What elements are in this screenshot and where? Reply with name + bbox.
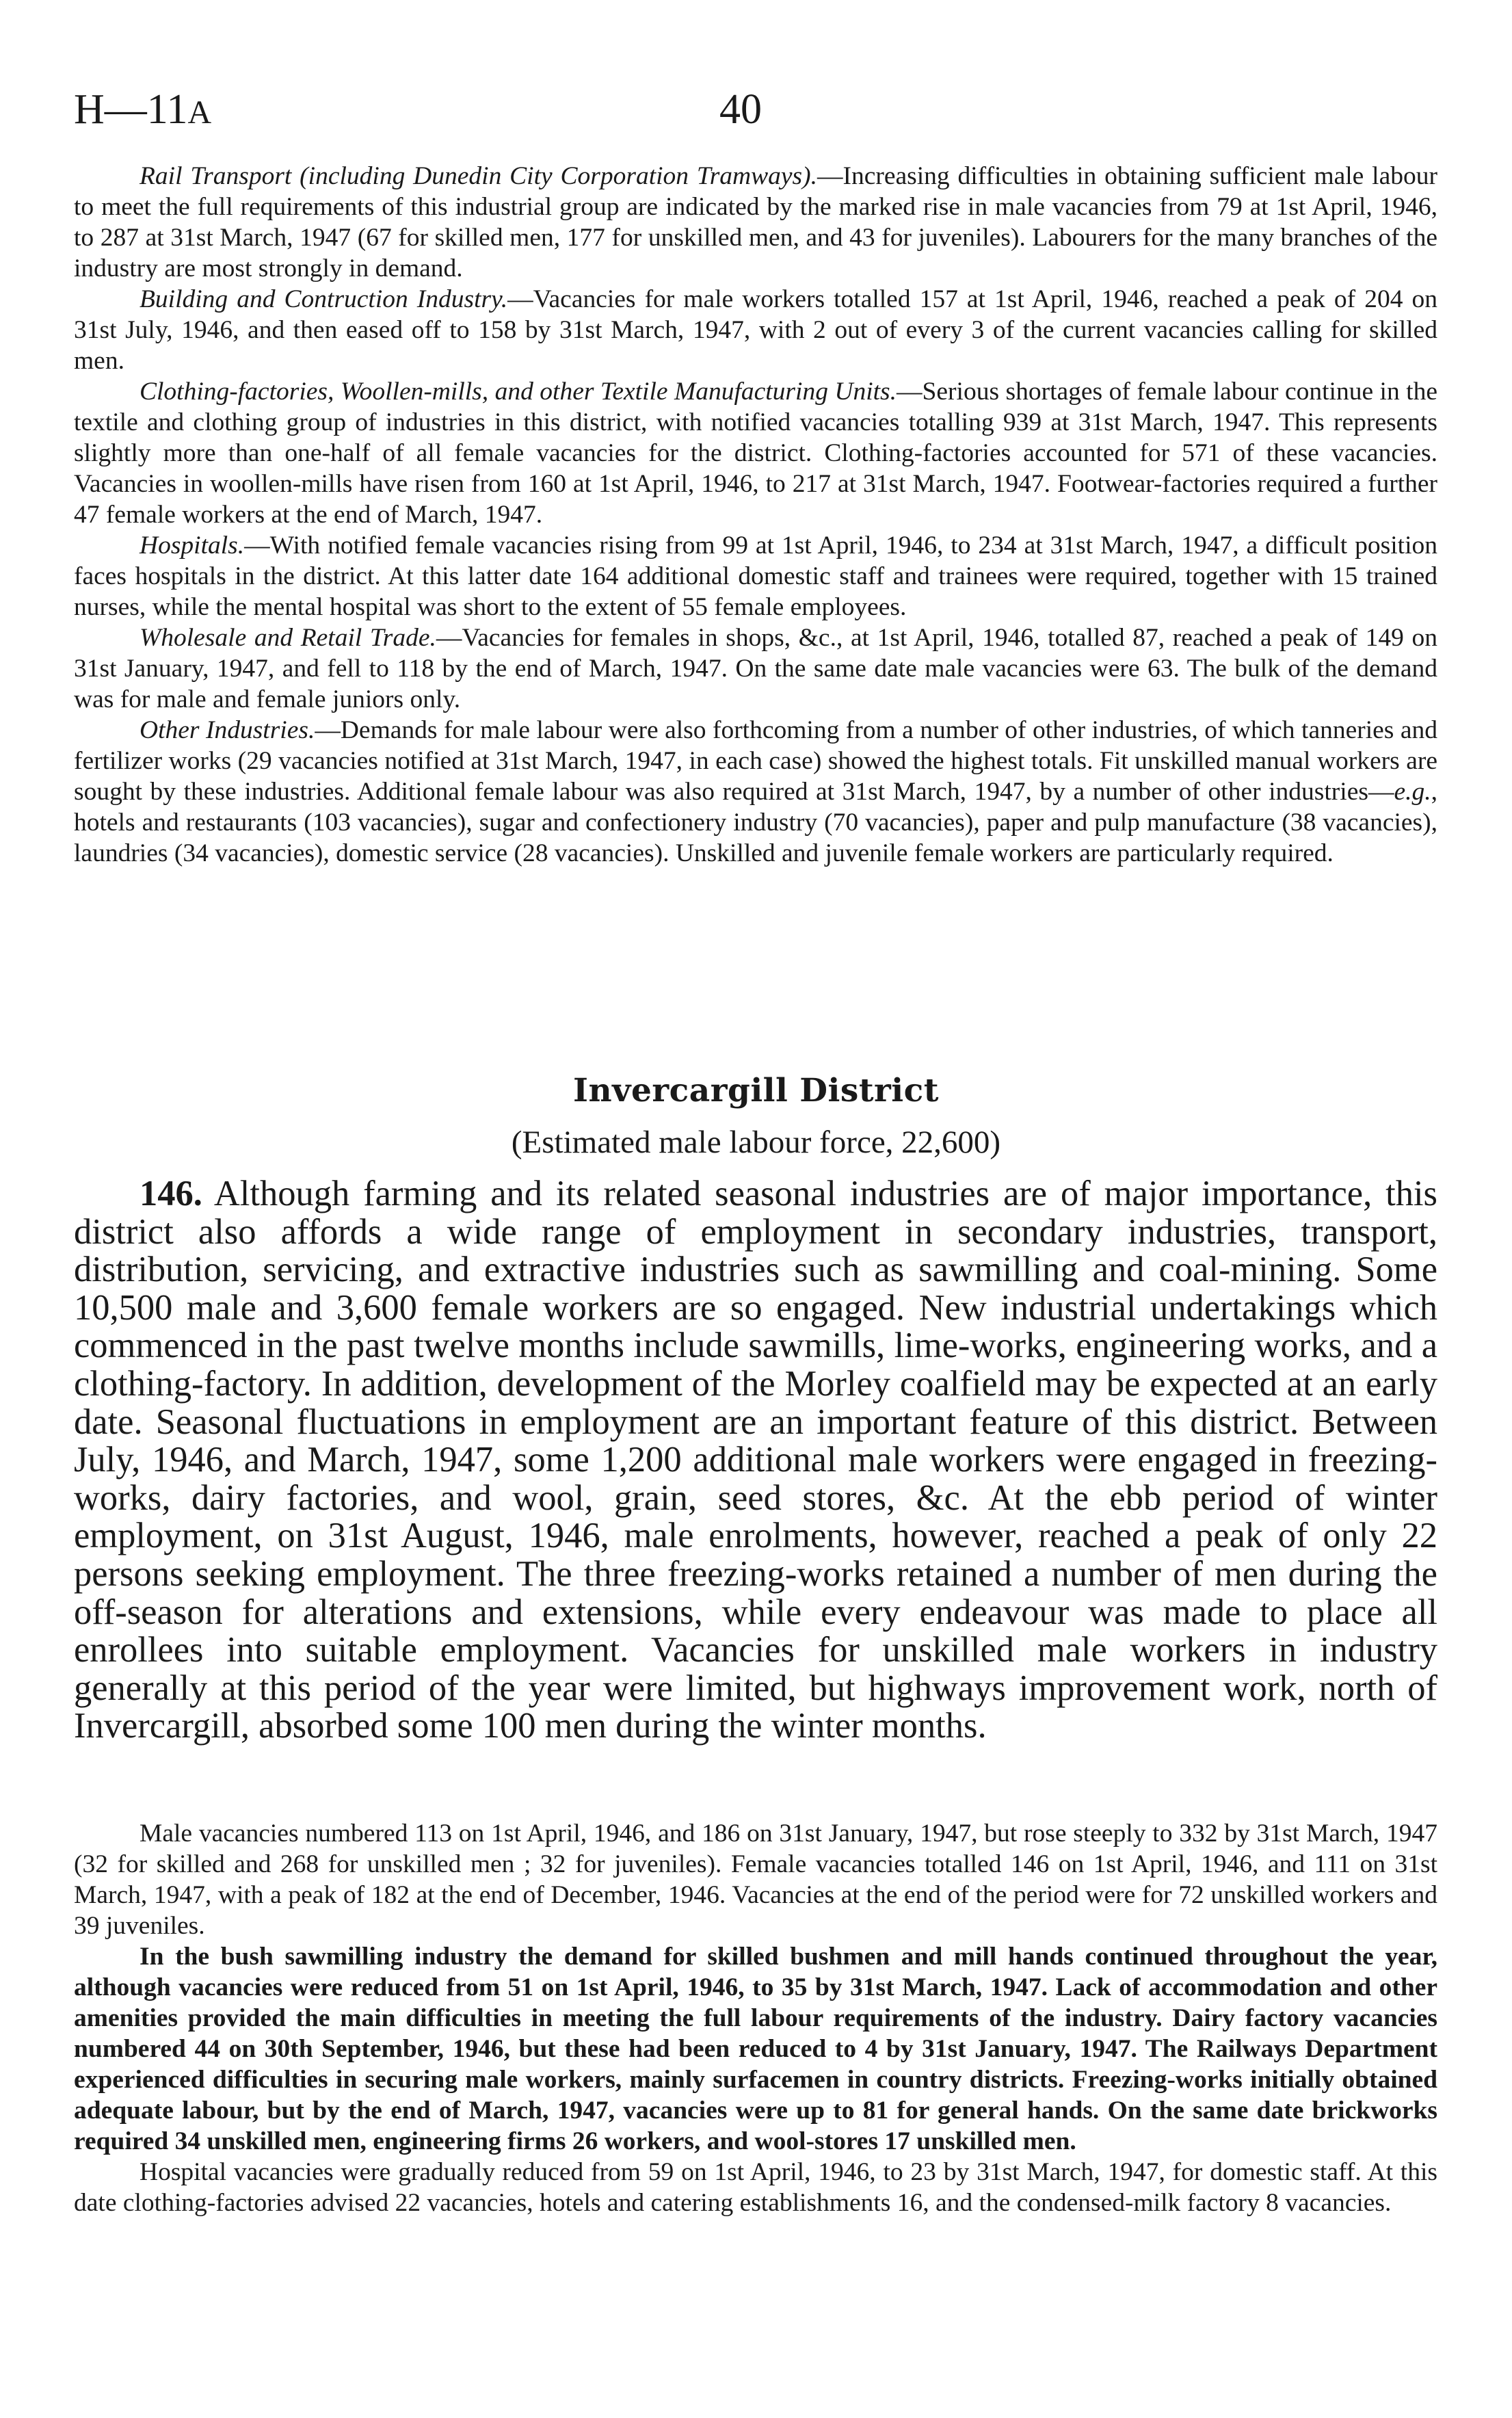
paragraph-text: —Vacancies for females in shops, &c., at 1st April, 1946, totalled 87, reached a peak of 149 on 31st January, 1947, and fell to 118 by the end of March, 1947. On the same date male vacancies were 63. The bulk of the demand was for male and female juniors only. xyxy=(74,624,1437,713)
paragraph-rail-transport xyxy=(74,161,1437,284)
paragraph-heading: Building and Contruction Industry. xyxy=(140,285,508,313)
page-number: 40 xyxy=(719,86,762,133)
paragraph-hospital-vacancies: Hospital vacancies were gradually reduced from 59 on 1st April, 1946, to 23 by 31st March, 1947, for domestic staff. At this date clothing-factories advised 22 vacancies, hotels and catering establishments 16, and the condensed-milk factory 8 vacancies. xyxy=(74,2158,1437,2217)
paragraph-text: —Vacancies for male workers totalled 157 at 1st April, 1946, reached a peak of 204 on 31st July, 1946, and then eased off to 158 by 31st March, 1947, with 2 out of every 3 of the current vacancies calling for skilled men. xyxy=(74,285,1437,375)
paragraph-heading: Clothing-factories, Woollen-mills, and other Textile Manufacturing Units. xyxy=(140,378,897,406)
paragraph-146-body xyxy=(74,1175,1437,1746)
paragraph-building-construction xyxy=(74,284,1437,376)
section-otago-industries xyxy=(74,161,1437,869)
paragraph-text: Although farming and its related seasonal industries are of major importance, this district also affords a wide range of employment in secondary industries, transport, distribution, servicing, and extractive industries such as sawmilling and coal-mining. Some 10,500 male and 3,600 female workers are so engaged. New industrial undertakings which commenced in the past twelve months include sawmills, lime-works, engineering works, and a clothing-factory. In addition, development of the Morley coalfield may be expected at an early date. Seasonal fluctuations in employment are an important feature of this district. Between July, 1946, and March, 1947, some 1,200 additional male workers were engaged in freezing-works, dairy factories, and wool, grain, seed stores, &c. At the ebb period of winter employment, on 31st August, 1946, male enrolments, however, reached a peak of only 22 persons seeking employment. The three freezing-works retained a number of men during the off-season for alterations and extensions, while every endeavour was made to place all enrollees into suitable employment. Vacancies for unskilled male workers in industry generally at this period of the year were limited, but highways improvement work, north of Invercargill, absorbed some 100 men during the winter months. xyxy=(74,1174,1437,1746)
paragraph-clothing-textiles xyxy=(74,376,1437,530)
district-title: Invercargill District xyxy=(573,1072,939,1109)
paragraph-heading: Wholesale and Retail Trade. xyxy=(140,624,436,652)
document-reference-suffix: A xyxy=(187,94,212,131)
paragraph-text: —Demands for male labour were also forthcoming from a number of other industries, of which tanneries and fertilizer works (29 vacancies notified at 31st March, 1947, in each case) showed the highest totals. Fit unskilled manual workers are sought by these industries. Additional female labour was also required at 31st March, 1947, by a number of other industries— xyxy=(74,716,1437,806)
paragraph-other-industries xyxy=(74,715,1437,869)
paragraph-heading: Hospitals. xyxy=(140,531,245,560)
paragraph-number: 146. xyxy=(140,1174,202,1213)
page-header xyxy=(0,81,1512,142)
paragraph-abbreviation: e.g. xyxy=(1394,778,1431,806)
paragraph-hospitals xyxy=(74,530,1437,622)
document-reference xyxy=(74,81,211,142)
paragraph-heading: Rail Transport (including Dunedin City Corporation Tramways). xyxy=(140,162,817,190)
document-reference-main: H—11 xyxy=(74,86,188,133)
paragraph-text: —Serious shortages of female labour continue in the textile and clothing group of industries in this district, with notified vacancies totalling 939 at 31st March, 1947. This represents slightly more than one-half of all female vacancies for the district. Clothing-factories accounted for 571 of these vacancies. Vacancies in woollen-mills have risen from 160 at 1st April, 1946, to 217 at 31st March, 1947. Footwear-factories required a further 47 female workers at the end of March, 1947. xyxy=(74,378,1437,529)
paragraph-text: —Increasing difficulties in obtaining sufficient male labour to meet the full requirements of this industrial group are indicated by the marked rise in male vacancies from 79 at 1st April, 1946, to 287 at 31st March, 1947 (67 for skilled men, 177 for unskilled men, and 43 for juveniles). Labourers for the many branches of the industry are most strongly in demand. xyxy=(74,162,1437,282)
paragraph-146 xyxy=(74,1175,1437,1746)
paragraph-heading: Other Industries. xyxy=(140,716,315,744)
section-invercargill-vacancies xyxy=(74,1818,1437,2218)
paragraph-text: —With notified female vacancies rising from 99 at 1st April, 1946, to 234 at 31st March, 1947, a difficult position faces hospitals in the district. At this latter date 164 additional domestic staff and trainees were required, together with 15 trained nurses, while the mental hospital was short to the extent of 55 female employees. xyxy=(74,531,1437,621)
paragraph-sawmilling-industry: In the bush sawmilling industry the demand for skilled bushmen and mill hands continued throughout the year, although vacancies were reduced from 51 on 1st April, 1946, to 35 by 31st March, 1947. Lack of accommodation and other amenities provided the main difficulties in meeting the full labour requirements of the industry. Dairy factory vacancies numbered 44 on 30th September, 1946, but these had been reduced to 4 by 31st January, 1947. The Railways Department experienced difficulties in securing male workers, mainly surfacemen in country districts. Freezing-works initially obtained adequate labour, but by the end of March, 1947, vacancies were up to 81 for general hands. On the same date brickworks required 34 unskilled men, engineering firms 26 workers, and wool-stores 17 unskilled men. xyxy=(74,1943,1437,2155)
paragraph-wholesale-retail xyxy=(74,622,1437,715)
district-subtitle: (Estimated male labour force, 22,600) xyxy=(511,1125,1001,1160)
paragraph-male-female-vacancies: Male vacancies numbered 113 on 1st April, 1946, and 186 on 31st January, 1947, but rose steeply to 332 by 31st March, 1947 (32 for skilled and 268 for unskilled men ; 32 for juveniles). Female vacancies totalled 146 on 1st April, 1946, and 111 on 31st March, 1947, with a peak of 182 at the end of December, 1946. Vacancies at the end of the period were for 72 unskilled workers and 39 juveniles. xyxy=(74,1819,1437,1940)
paragraph-text-continued: , hotels and restaurants (103 vacancies), sugar and confectionery industry (70 vacancies), paper and pulp manufacture (38 vacancies), laundries (34 vacancies), domestic service (28 vacancies). Unskilled and juvenile female workers are particularly required. xyxy=(74,778,1437,867)
